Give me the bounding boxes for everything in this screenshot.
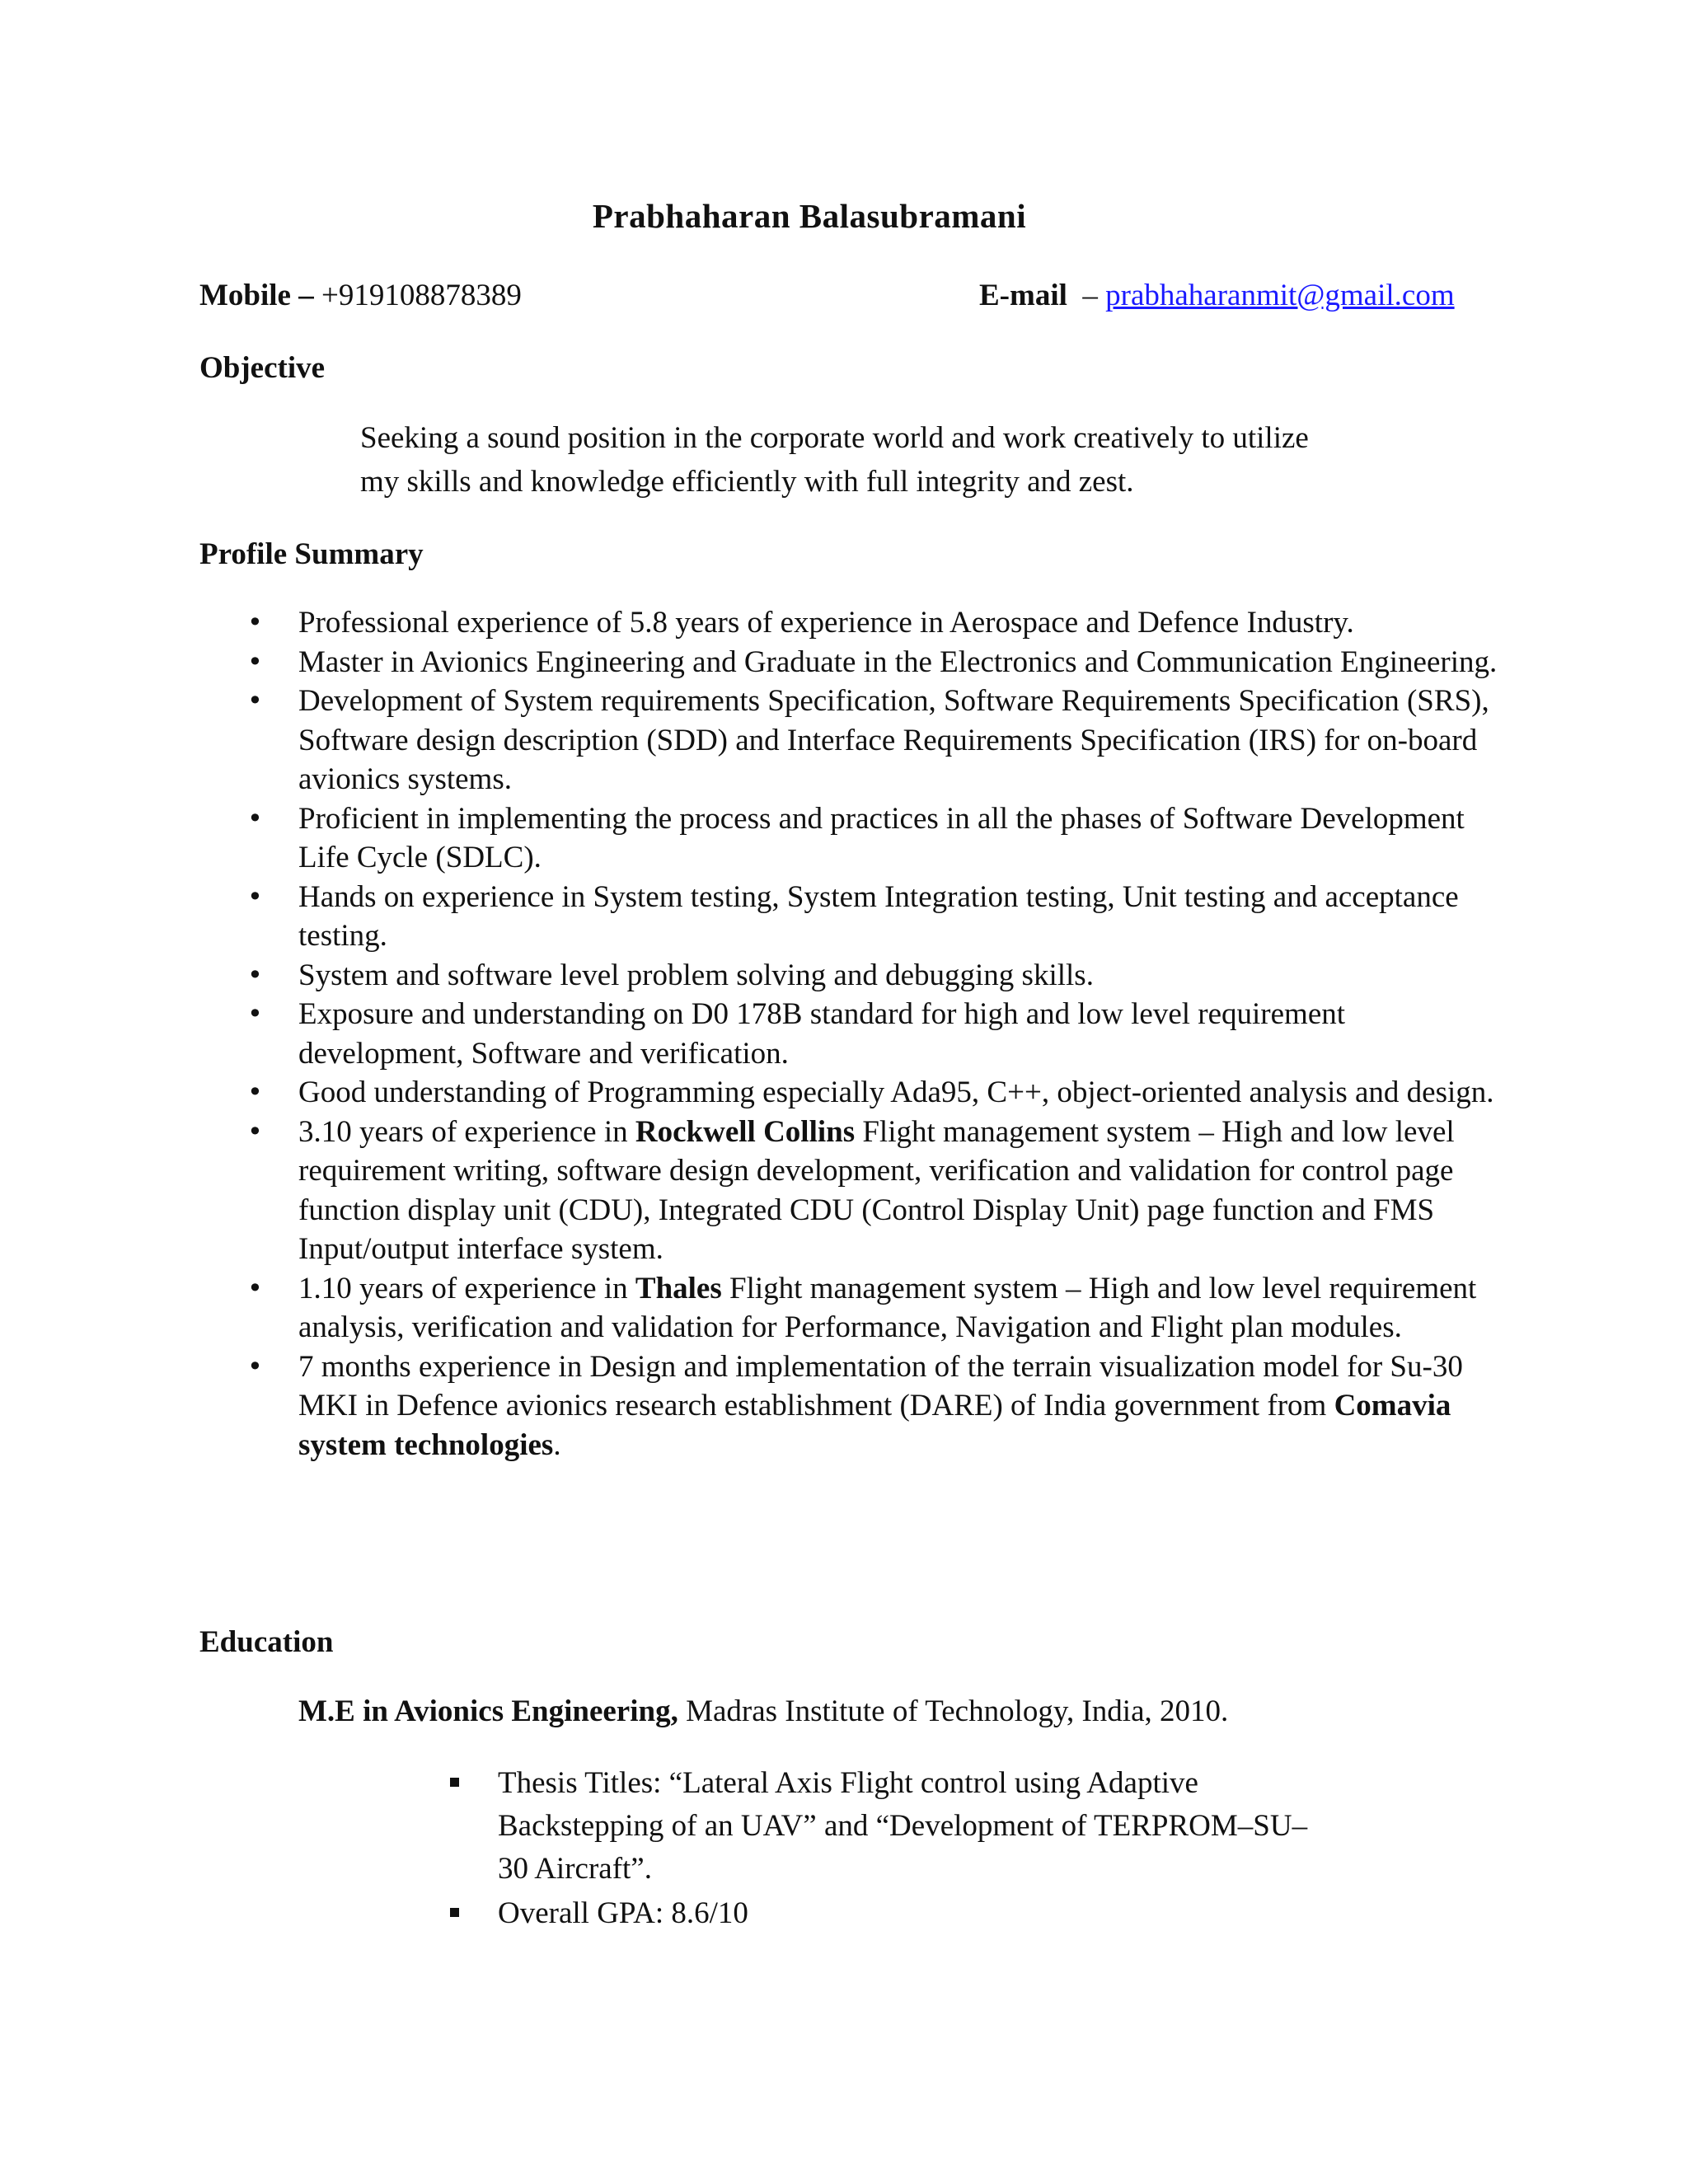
- candidate-name: Prabhaharan Balasubramani: [592, 197, 1027, 235]
- summary-item-text: Development of System requirements Specification, Software Requirements Specification (SRS), Software design description (SDD) and Interface Requirements Specification (IRS) for on-board avionics systems.: [298, 684, 1489, 796]
- summary-item: [199, 1269, 1502, 1347]
- mobile-value: +919108878389: [321, 279, 522, 312]
- summary-item-text: Hands on experience in System testing, System Integration testing, Unit testing and acceptance testing.: [298, 879, 1459, 953]
- summary-item-text: .: [553, 1427, 561, 1462]
- email-label: E-mail: [979, 279, 1067, 312]
- summary-item: [199, 1073, 1502, 1113]
- degree-title: M.E in Avionics Engineering,: [298, 1694, 678, 1728]
- objective-line: my skills and knowledge efficiently with full integrity and zest.: [360, 465, 1134, 499]
- mobile-separator: –: [290, 279, 321, 312]
- company-name: Thales: [635, 1271, 722, 1305]
- summary-item-text: Flight management system – High and low level requirement writing, software design development, verification and validation for control page function display unit (CDU), Integrated CDU (Control Display Unit) page function and FMS Input/output interface system.: [298, 1114, 1455, 1266]
- objective-line: Seeking a sound position in the corporate world and work creatively to utilize: [360, 421, 1309, 455]
- detail-line: 30 Aircraft”.: [498, 1852, 652, 1886]
- company-name: Rockwell Collins: [635, 1114, 856, 1149]
- summary-item-text: Exposure and understanding on D0 178B standard for high and low level requirement development, Software and verification.: [298, 997, 1346, 1071]
- summary-item-text: Master in Avionics Engineering and Graduate in the Electronics and Communication Engineering.: [298, 644, 1498, 679]
- mobile-line: [199, 275, 522, 316]
- objective-heading: Objective: [199, 351, 326, 385]
- summary-item: [199, 1347, 1502, 1465]
- education-details-list: [448, 1762, 1437, 1937]
- profile-summary-heading: Profile Summary: [199, 537, 424, 571]
- summary-item: [199, 799, 1502, 878]
- summary-item-text: 7 months experience in Design and implementation of the terrain visualization model for Su-30 MKI in Defence avionics research establishment (DARE) of India government from: [298, 1349, 1463, 1422]
- education-heading: Education: [199, 1625, 334, 1659]
- summary-item: [199, 643, 1502, 682]
- summary-item-text: System and software level problem solving and debugging skills.: [298, 958, 1094, 992]
- summary-item-text: 3.10 years of experience in: [298, 1114, 635, 1149]
- summary-item: [199, 603, 1502, 643]
- summary-item: [199, 995, 1502, 1073]
- company-name: Comavia system technologies: [298, 1389, 1451, 1462]
- summary-item: [199, 878, 1502, 956]
- detail-line: Overall GPA: 8.6/10: [498, 1896, 748, 1930]
- profile-summary-list: [199, 603, 1502, 1465]
- degree-line: [298, 1691, 1228, 1732]
- education-detail-item: [448, 1892, 1437, 1935]
- objective-text: [360, 416, 1432, 504]
- summary-item: [199, 682, 1502, 799]
- summary-item-text: 1.10 years of experience in: [298, 1271, 635, 1305]
- summary-item-text: Proficient in implementing the process and practices in all the phases of Software Development Life Cycle (SDLC).: [298, 801, 1465, 874]
- detail-line: Thesis Titles: “Lateral Axis Flight control using Adaptive: [498, 1766, 1198, 1800]
- summary-item-text: Flight management system – High and low level requirement analysis, verification and validation for Performance, Navigation and Flight plan modules.: [298, 1271, 1477, 1344]
- mobile-label: Mobile: [199, 279, 291, 312]
- summary-item: [199, 1113, 1502, 1269]
- summary-item-text: Professional experience of 5.8 years of experience in Aerospace and Defence Industry.: [298, 606, 1354, 640]
- degree-institution: Madras Institute of Technology, India, 2010.: [678, 1694, 1229, 1728]
- email-link[interactable]: prabhaharanmit@gmail.com: [1105, 279, 1455, 312]
- summary-item-text: Good understanding of Programming especially Ada95, C++, object-oriented analysis and design.: [298, 1076, 1494, 1109]
- summary-item: [199, 956, 1502, 996]
- email-line: [979, 275, 1455, 316]
- education-detail-item: [448, 1762, 1437, 1891]
- email-separator: –: [1067, 279, 1106, 312]
- detail-line: Backstepping of an UAV” and “Development of TERPROM–SU–: [498, 1809, 1308, 1843]
